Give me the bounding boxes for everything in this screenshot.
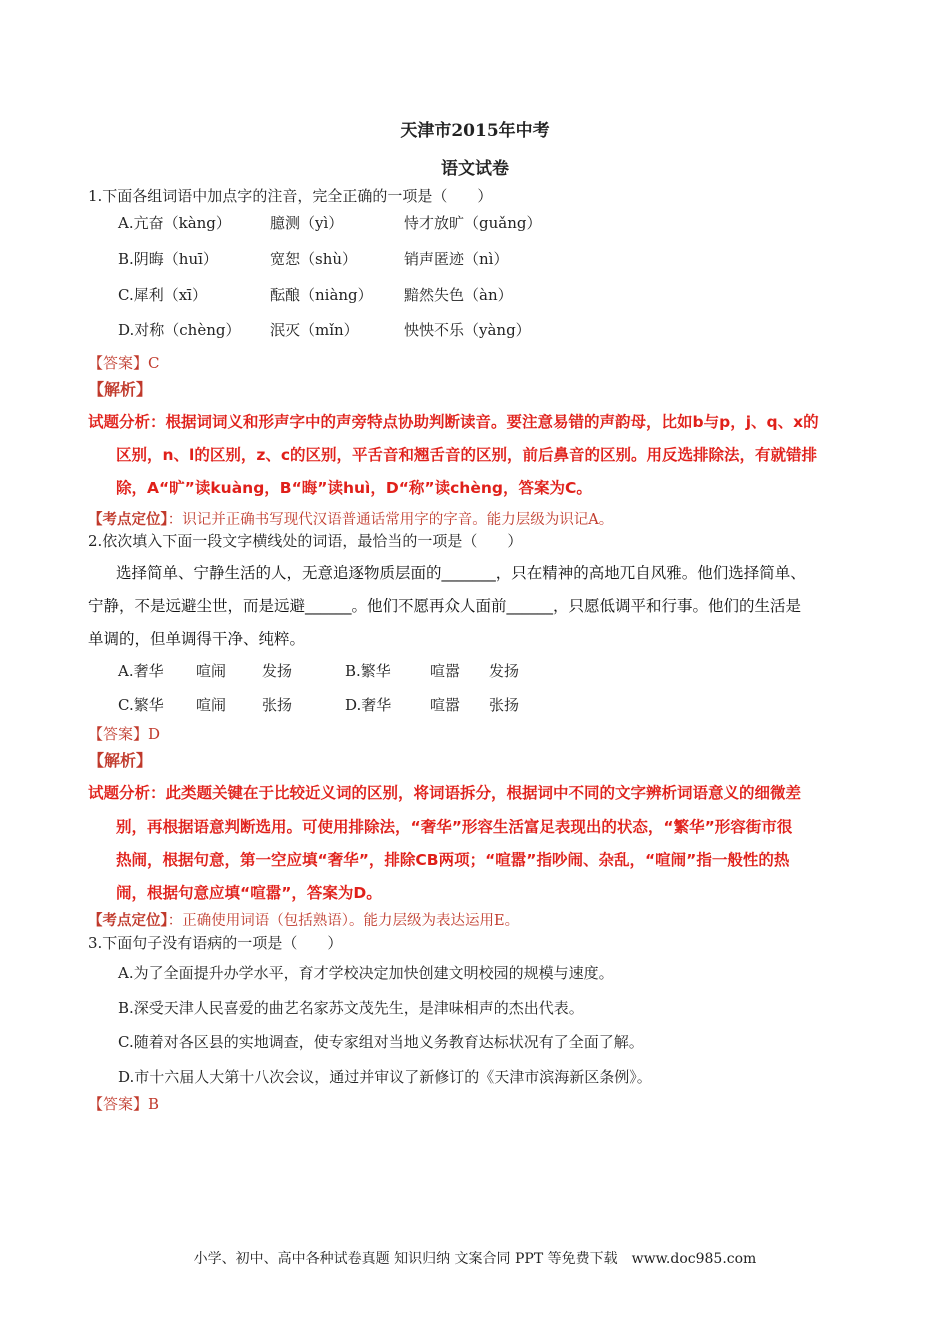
q1-option-c-3: 黯然失色（àn） (404, 286, 513, 304)
q1-analysis-line-3: 除，A“旷”读kuàng，B“晦”读huì，D“称”读chèng，答案为C。 (116, 479, 592, 497)
q1-option-a-2: 臆测（yì） (270, 214, 344, 232)
kd-text: ：识记并正确书写现代汉语普通话常用字的字音。能力层级为识记A。 (167, 512, 614, 528)
q2-option-d-3: 张扬 (489, 696, 520, 714)
q2-analysis-line-2: 别，再根据语意判断选用。可使用排除法，“奢华”形容生活富足表现出的状态，“繁华”形容街市很 (116, 818, 793, 836)
q2-analysis-line-4: 闹，根据句意应填“喧嚣”，答案为D。 (116, 884, 382, 902)
q1-answer (88, 352, 160, 373)
q2-option-d-2: 喧嚣 (430, 696, 461, 714)
kd-text: ：正确使用词语（包括熟语）。能力层级为表达运用E。 (167, 913, 520, 929)
answer-value: C (148, 354, 160, 372)
q2-option-b: B.繁华 (345, 662, 391, 680)
question-2-stem: 2.依次填入下面一段文字横线处的词语，最恰当的一项是（ ） (88, 532, 523, 550)
q2-answer (88, 723, 160, 744)
q2-option-c-2: 喧闹 (196, 696, 227, 714)
answer-label: 【答案】 (88, 725, 149, 743)
q3-answer (88, 1093, 159, 1114)
q2-passage-line-2: 宁静，不是远避尘世，而是远避______。他们不愿再众人面前______，只愿低调平和行事。他们的生活是 (88, 597, 802, 615)
question-1-stem: 1.下面各组词语中加点字的注音，完全正确的一项是（ ） (88, 187, 493, 205)
q1-option-c-2: 酝酿（niàng） (270, 286, 373, 304)
q2-option-d: D.奢华 (345, 696, 392, 714)
q2-option-a-2: 喧闹 (196, 662, 227, 680)
q1-analysis-line-1: 试题分析：根据词词义和形声字中的声旁特点协助判断读音。要注意易错的声韵母，比如b与p，j、q、x的 (88, 413, 819, 431)
q2-option-c-3: 张扬 (262, 696, 293, 714)
q3-option-d: D.市十六届人大第十八次会议，通过并审议了新修订的《天津市滨海新区条例》。 (118, 1068, 652, 1086)
q2-analysis-line-1: 试题分析：此类题关键在于比较近义词的区别，将词语拆分，根据词中不同的文字辨析词语意义的细微差 (88, 784, 802, 802)
q1-analysis-line-2: 区别，n、l的区别，z、c的区别，平舌音和翘舌音的区别，前后鼻音的区别。用反选排除法，有就错排 (116, 446, 818, 464)
question-3-stem: 3.下面句子没有语病的一项是（ ） (88, 934, 343, 952)
q2-passage-line-3: 单调的，但单调得干净、纯粹。 (88, 630, 306, 648)
page-title: 天津市2015年中考 (400, 121, 550, 141)
kd-label: 【考点定位】 (88, 912, 168, 929)
footer-text: 小学、初中、高中各种试卷真题 知识归纳 文案合同 PPT 等免费下载 www.doc985.com (193, 1251, 757, 1267)
q2-option-c: C.繁华 (118, 696, 164, 714)
q1-option-a-3: 恃才放旷（guǎng） (404, 214, 542, 232)
q2-analysis-label: 【解析】 (88, 751, 153, 770)
q1-option-b-3: 销声匿迹（nì） (404, 250, 509, 268)
q2-option-b-2: 喧嚣 (430, 662, 461, 680)
q1-option-d-1: D.对称（chèng） (118, 321, 241, 339)
answer-label: 【答案】 (88, 354, 149, 372)
q1-option-d-2: 泯灭（mǐn） (270, 321, 359, 339)
q1-analysis-label: 【解析】 (88, 380, 153, 399)
q1-option-a-1: A.亢奋（kàng） (118, 214, 231, 232)
q1-option-b-1: B.阴晦（huī） (118, 250, 218, 268)
q2-option-a: A.奢华 (118, 662, 164, 680)
q1-option-d-3: 怏怏不乐（yàng） (404, 321, 531, 339)
q2-option-b-3: 发扬 (489, 662, 520, 680)
page-subtitle: 语文试卷 (441, 159, 509, 179)
kd-label: 【考点定位】 (88, 511, 168, 528)
q2-analysis-line-3: 热闹，根据句意，第一空应填“奢华”，排除CB两项；“喧嚣”指吵闹、杂乱，“喧闹”指一般性的热 (116, 851, 790, 869)
q2-option-a-3: 发扬 (262, 662, 293, 680)
q2-passage-line-1: 选择简单、宁静生活的人，无意追逐物质层面的_______，只在精神的高地兀自风雅。他们选择简单、 (116, 564, 806, 582)
answer-value: D (148, 725, 161, 743)
answer-label: 【答案】 (88, 1095, 149, 1113)
q1-option-c-1: C.犀利（xī） (118, 286, 207, 304)
q1-option-b-2: 宽恕（shù） (270, 250, 358, 268)
q3-option-b: B.深受天津人民喜爱的曲艺名家苏文茂先生，是津味相声的杰出代表。 (118, 999, 584, 1017)
answer-value: B (148, 1095, 160, 1113)
q3-option-a: A.为了全面提升办学水平，育才学校决定加快创建文明校园的规模与速度。 (118, 964, 614, 982)
q1-knowledge-point (88, 508, 613, 529)
q2-knowledge-point (88, 909, 519, 930)
q3-option-c: C.随着对各区县的实地调查，使专家组对当地义务教育达标状况有了全面了解。 (118, 1033, 644, 1051)
